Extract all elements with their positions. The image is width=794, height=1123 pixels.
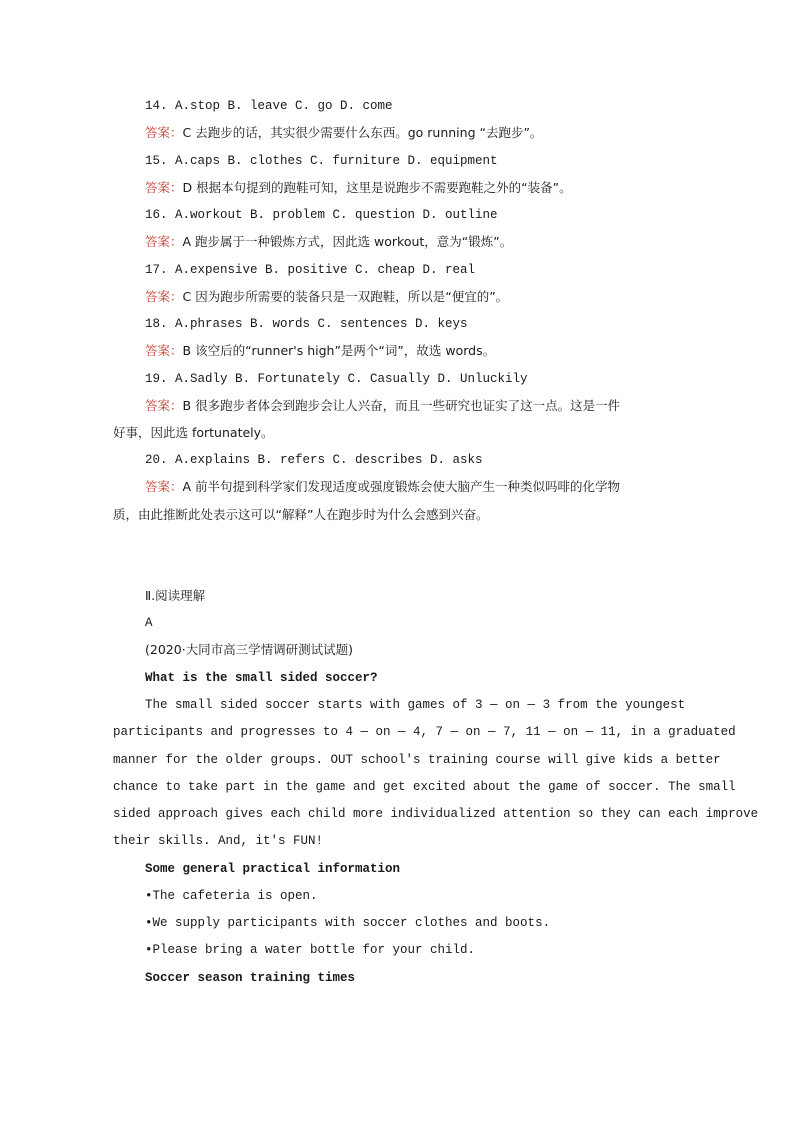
- answer-20: [145, 478, 715, 496]
- answer-text: D 根据本句提到的跑鞋可知，这里是说跑步不需要跑鞋之外的“装备”。: [182, 180, 572, 195]
- answer-20-continued: 质，由此推断此处表示这可以“解释”人在跑步时为什么会感到兴奋。: [113, 507, 489, 522]
- passage-source: (2020·大同市高三学情调研测试试题): [145, 642, 354, 657]
- answer-label: 答案：: [145, 479, 183, 494]
- answer-label: 答案：: [145, 234, 183, 249]
- question-17: 17. A.expensive B. positive C. cheap D. real: [145, 263, 476, 277]
- bullet-item: •We supply participants with soccer clothes and boots.: [145, 916, 551, 930]
- answer-text: A 跑步属于一种锻炼方式，因此选 workout，意为“锻炼”。: [182, 234, 513, 249]
- question-19: 19. A.Sadly B. Fortunately C. Casually D. Unluckily: [145, 372, 528, 386]
- paragraph-line: The small sided soccer starts with games of 3 — on — 3 from the youngest: [145, 698, 686, 712]
- times-heading: Soccer season training times: [145, 971, 356, 985]
- paragraph-line: sided approach gives each child more individualized attention so they can each improve: [113, 807, 759, 821]
- answer-15: [145, 179, 715, 197]
- passage-letter: A: [145, 616, 153, 630]
- answer-text: C 去跑步的话，其实很少需要什么东西。go running “去跑步”。: [182, 125, 543, 140]
- question-16: 16. A.workout B. problem C. question D. outline: [145, 208, 498, 222]
- question-18: 18. A.phrases B. words C. sentences D. keys: [145, 317, 468, 331]
- paragraph-line: manner for the older groups. OUT school's training course will give kids a better: [113, 753, 721, 767]
- paragraph-line: chance to take part in the game and get excited about the game of soccer. The small: [113, 780, 736, 794]
- answer-label: 答案：: [145, 180, 183, 195]
- question-14: 14. A.stop B. leave C. go D. come: [145, 99, 393, 113]
- bullet-item: •The cafeteria is open.: [145, 889, 318, 903]
- answer-text: B 该空后的“runner's high”是两个“词”，故选 words。: [182, 343, 496, 358]
- section-heading: Ⅱ.阅读理解: [145, 588, 206, 603]
- answer-label: 答案：: [145, 125, 183, 140]
- passage-title: What is the small sided soccer?: [145, 671, 378, 685]
- paragraph-line: participants and progresses to 4 — on — 4, 7 — on — 7, 11 — on — 11, in a graduated: [113, 725, 736, 739]
- paragraph-line: their skills. And, it's FUN!: [113, 834, 324, 848]
- answer-label: 答案：: [145, 398, 183, 413]
- answer-18: [145, 342, 715, 360]
- question-15: 15. A.caps B. clothes C. furniture D. equipment: [145, 154, 498, 168]
- answer-text: A 前半句提到科学家们发现适度或强度锻炼会使大脑产生一种类似吗啡的化学物: [182, 479, 621, 494]
- answer-16: [145, 233, 715, 251]
- answer-text: B 很多跑步者体会到跑步会让人兴奋，而且一些研究也证实了这一点。这是一件: [182, 398, 621, 413]
- question-20: 20. A.explains B. refers C. describes D. asks: [145, 453, 483, 467]
- answer-label: 答案：: [145, 289, 183, 304]
- bullet-item: •Please bring a water bottle for your child.: [145, 943, 476, 957]
- answer-label: 答案：: [145, 343, 183, 358]
- answer-19-continued: 好事，因此选 fortunately。: [113, 425, 274, 440]
- answer-17: [145, 288, 715, 306]
- answer-text: C 因为跑步所需要的装备只是一双跑鞋，所以是“便宜的”。: [182, 289, 509, 304]
- info-heading: Some general practical information: [145, 862, 401, 876]
- answer-19: [145, 397, 715, 415]
- answer-14: [145, 124, 715, 142]
